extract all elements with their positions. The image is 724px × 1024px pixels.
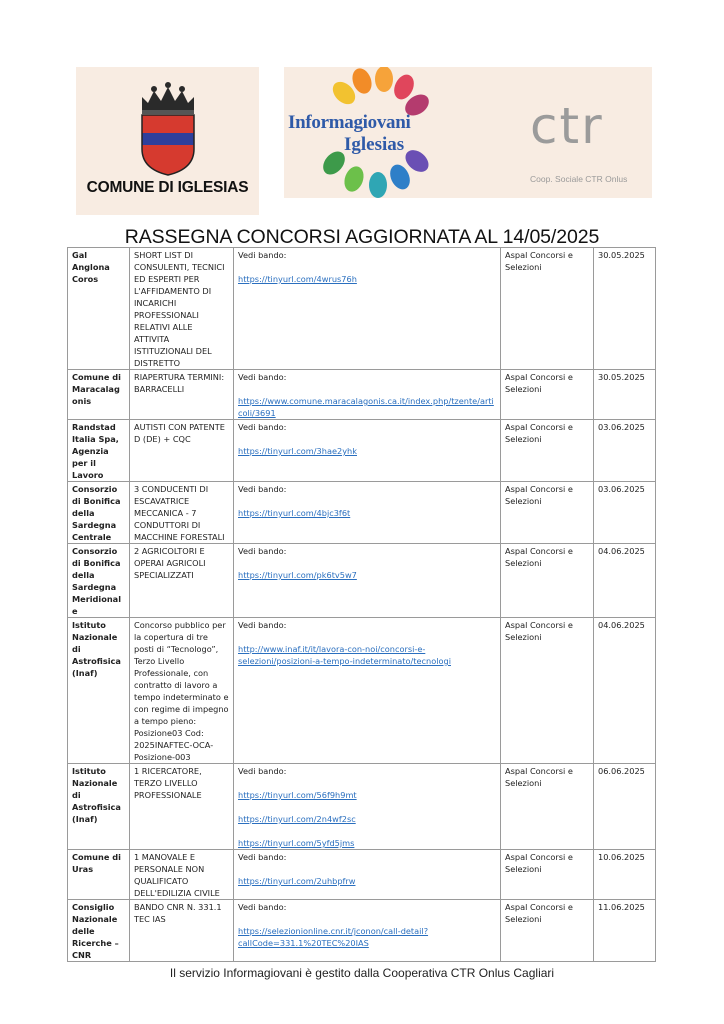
oggetto-cell: 2 AGRICOLTORI E OPERAI AGRICOLI SPECIALIZZATI — [130, 544, 234, 618]
bando-link[interactable]: http://www.inaf.it/it/lavora-con-noi/concorsi-e-selezioni/posizioni-a-tempo-indeterminato/tecnologi — [238, 644, 451, 666]
bando-cell — [234, 420, 501, 482]
ctr-logo-icon — [528, 103, 646, 149]
comune-logo — [76, 67, 259, 215]
ente-cell: Istituto Nazionale di Astrofisica (Inaf) — [68, 618, 130, 764]
scadenza-cell: 03.06.2025 — [594, 482, 656, 544]
ctr-letters: ctr — [530, 103, 604, 149]
scadenza-cell: 30.05.2025 — [594, 370, 656, 420]
oggetto-cell: SHORT LIST DI CONSULENTI, TECNICI ED ESPERTI PER L'AFFIDAMENTO DI INCARICHI PROFESSIONALI RELATIVI ALLE ATTIVITA ISTITUZIONALI DEL DISTRETTO — [130, 248, 234, 370]
bando-link[interactable]: https://tinyurl.com/pk6tv5w7 — [238, 570, 357, 580]
ente-cell: Gal Anglona Coros — [68, 248, 130, 370]
fonte-cell: Aspal Concorsi e Selezioni — [501, 900, 594, 962]
oggetto-cell: AUTISTI CON PATENTE D (DE) + CQC — [130, 420, 234, 482]
bando-link[interactable]: https://selezionionline.cnr.it/jconon/call-detail?callCode=331.1%20TEC%20IAS — [238, 926, 429, 948]
ente-cell: Comune di Uras — [68, 850, 130, 900]
oggetto-cell: RIAPERTURA TERMINI: BARRACELLI — [130, 370, 234, 420]
vedi-bando-label: Vedi bando: — [238, 422, 287, 432]
ente-cell: Consiglio Nazionale delle Ricerche – CNR — [68, 900, 130, 962]
bando-cell — [234, 618, 501, 764]
vedi-bando-label: Vedi bando: — [238, 902, 287, 912]
vedi-bando-label: Vedi bando: — [238, 852, 287, 862]
scadenza-cell: 03.06.2025 — [594, 420, 656, 482]
fonte-cell: Aspal Concorsi e Selezioni — [501, 248, 594, 370]
bando-link[interactable]: https://tinyurl.com/56f9h9mt — [238, 790, 357, 800]
table-row — [68, 850, 656, 900]
ente-cell: Randstad Italia Spa, Agenzia per il Lavoro — [68, 420, 130, 482]
table-row — [68, 420, 656, 482]
fonte-cell: Aspal Concorsi e Selezioni — [501, 482, 594, 544]
bando-cell — [234, 482, 501, 544]
bando-link[interactable]: https://tinyurl.com/4wrus76h — [238, 274, 357, 284]
scadenza-cell: 11.06.2025 — [594, 900, 656, 962]
vedi-bando-label: Vedi bando: — [238, 766, 287, 776]
table-row — [68, 764, 656, 850]
scadenza-cell: 30.05.2025 — [594, 248, 656, 370]
table-row — [68, 900, 656, 962]
bando-cell — [234, 764, 501, 850]
scadenza-cell: 10.06.2025 — [594, 850, 656, 900]
oggetto-cell: Concorso pubblico per la copertura di tre posti di “Tecnologo”, Terzo Livello Professionale, con contratto di lavoro a tempo indeterminato e con regime di impegno a tempo pieno: Posizione03 Cod: 2025INAFTEC-OCA-Posizione-003 — [130, 618, 234, 764]
ente-cell: Consorzio di Bonifica della Sardegna Meridionale — [68, 544, 130, 618]
bando-cell — [234, 850, 501, 900]
oggetto-cell: 3 CONDUCENTI DI ESCAVATRICE MECCANICA - 7 CONDUTTORI DI MACCHINE FORESTALI — [130, 482, 234, 544]
fonte-cell: Aspal Concorsi e Selezioni — [501, 420, 594, 482]
vedi-bando-label: Vedi bando: — [238, 546, 287, 556]
scadenza-cell: 06.06.2025 — [594, 764, 656, 850]
vedi-bando-label: Vedi bando: — [238, 372, 287, 382]
table-row — [68, 248, 656, 370]
fonte-cell: Aspal Concorsi e Selezioni — [501, 850, 594, 900]
iglesias-text: Iglesias — [344, 134, 405, 155]
scadenza-cell: 04.06.2025 — [594, 544, 656, 618]
bando-cell — [234, 544, 501, 618]
fonte-cell: Aspal Concorsi e Selezioni — [501, 764, 594, 850]
table-row — [68, 370, 656, 420]
footer-text: Il servizio Informagiovani è gestito dalla Cooperativa CTR Onlus Cagliari — [169, 966, 555, 980]
comune-name: COMUNE DI IGLESIAS — [86, 179, 249, 196]
bando-link[interactable]: https://tinyurl.com/2n4wf2sc — [238, 814, 356, 824]
bando-link[interactable]: https://tinyurl.com/2uhbpfrw — [238, 876, 356, 886]
bando-link[interactable]: https://tinyurl.com/3hae2yhk — [238, 446, 357, 456]
bando-link[interactable]: https://tinyurl.com/5yfd5jms — [238, 838, 355, 848]
table-row — [68, 618, 656, 764]
bando-cell — [234, 370, 501, 420]
vedi-bando-label: Vedi bando: — [238, 620, 287, 630]
page-title: RASSEGNA CONCORSI AGGIORNATA AL 14/05/2025 — [124, 226, 600, 248]
oggetto-cell: BANDO CNR N. 331.1 TEC IAS — [130, 900, 234, 962]
informagiovani-ctr-logo — [284, 67, 652, 198]
fonte-cell: Aspal Concorsi e Selezioni — [501, 370, 594, 420]
concorsi-table — [67, 247, 656, 962]
coop-text: Coop. Sociale CTR Onlus — [530, 174, 628, 184]
bando-link[interactable]: https://tinyurl.com/4bjc3f6t — [238, 508, 351, 518]
oggetto-cell: 1 MANOVALE E PERSONALE NON QUALIFICATO DELL'EDILIZIA CIVILE — [130, 850, 234, 900]
bando-link[interactable]: https://www.comune.maracalagonis.ca.it/index.php/tzente/articoli/3691 — [238, 396, 494, 418]
crest-icon — [134, 77, 202, 177]
table-row — [68, 482, 656, 544]
ente-cell: Istituto Nazionale di Astrofisica (Inaf) — [68, 764, 130, 850]
scadenza-cell: 04.06.2025 — [594, 618, 656, 764]
bando-cell — [234, 248, 501, 370]
fonte-cell: Aspal Concorsi e Selezioni — [501, 544, 594, 618]
fonte-cell: Aspal Concorsi e Selezioni — [501, 618, 594, 764]
ente-cell: Consorzio di Bonifica della Sardegna Centrale — [68, 482, 130, 544]
informagiovani-text: Informagiovani — [288, 112, 411, 133]
oggetto-cell: 1 RICERCATORE, TERZO LIVELLO PROFESSIONALE — [130, 764, 234, 850]
ente-cell: Comune di Maracalagonis — [68, 370, 130, 420]
vedi-bando-label: Vedi bando: — [238, 484, 287, 494]
table-row — [68, 544, 656, 618]
bando-cell — [234, 900, 501, 962]
vedi-bando-label: Vedi bando: — [238, 250, 287, 260]
